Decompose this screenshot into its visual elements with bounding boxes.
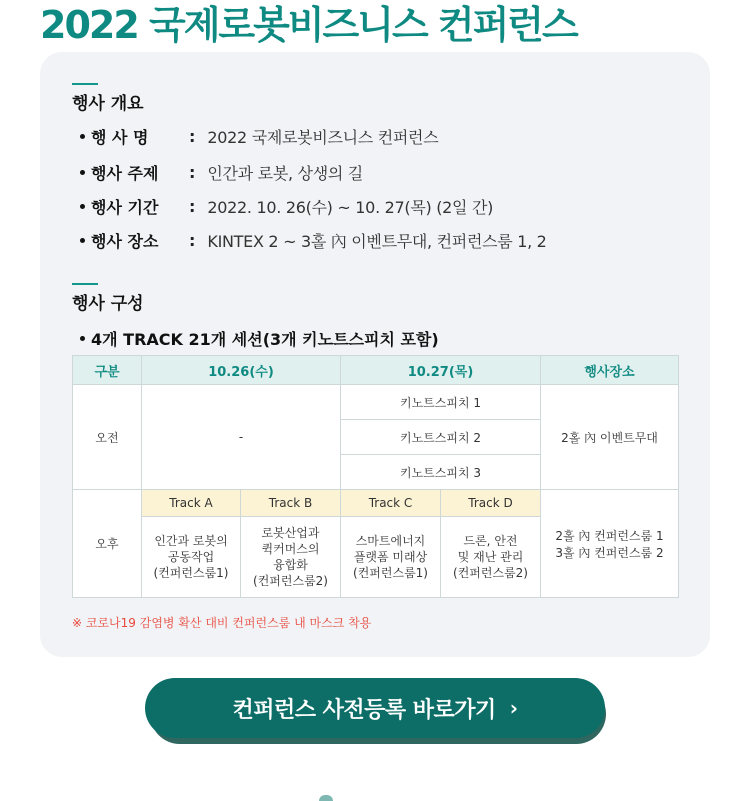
track-header: Track D — [441, 490, 541, 517]
morning-venue-cell: 2홀 內 이벤트무대 — [541, 385, 679, 490]
mask-notice: ※ 코로나19 감염병 확산 대비 컨퍼런스룸 내 마스크 착용 — [72, 616, 372, 630]
pre-registration-label: 컨퍼런스 사전등록 바로가기 — [232, 697, 496, 723]
bullet-icon — [80, 336, 85, 341]
table-row — [73, 385, 679, 420]
track-line: 인간과 로봇의 — [154, 533, 228, 548]
afternoon-label: 오후 — [73, 490, 142, 598]
track-line: 융합화 — [273, 558, 308, 572]
composition-summary — [80, 327, 439, 350]
info-colon: : — [189, 231, 196, 250]
schedule-table — [72, 355, 679, 598]
scroll-indicator — [319, 795, 333, 801]
info-row-venue — [80, 229, 547, 252]
chevron-right-icon: › — [509, 696, 518, 720]
track-line: 드론, 안전 — [463, 533, 518, 548]
afternoon-venue-cell — [541, 490, 679, 598]
venue-line: 2홀 內 컨퍼런스룸 1 — [555, 528, 664, 543]
info-value: KINTEX 2 ~ 3홀 內 이벤트무대, 컨퍼런스룸 1, 2 — [207, 232, 547, 251]
keynote-cell: 키노트스피치 1 — [341, 385, 541, 420]
info-label: 행사 장소 — [91, 232, 159, 251]
venue-line: 3홀 內 컨퍼런스룸 2 — [555, 545, 664, 560]
info-colon: : — [189, 163, 196, 182]
bullet-icon — [80, 204, 85, 209]
header-day2: 10.27(목) — [341, 356, 541, 385]
keynote-cell: 키노트스피치 3 — [341, 455, 541, 490]
track-header: Track C — [341, 490, 441, 517]
composition-summary-text: 4개 TRACK 21개 세션(3개 키노트스피치 포함) — [91, 330, 439, 349]
bullet-icon — [80, 134, 85, 139]
track-header-row — [73, 490, 679, 517]
info-value: 2022. 10. 26(수) ~ 10. 27(목) (2일 간) — [207, 198, 494, 217]
track-a-cell — [142, 517, 241, 598]
track-line: 및 재난 관리 — [457, 549, 524, 564]
section-accent-bar — [72, 83, 98, 85]
page-title: 2022 국제로봇비즈니스 컨퍼런스 — [40, 3, 577, 47]
info-label: 행 사 명 — [91, 128, 149, 147]
bullet-icon — [80, 170, 85, 175]
info-label: 행사 주제 — [91, 164, 159, 183]
track-d-cell — [441, 517, 541, 598]
track-header: Track A — [142, 490, 241, 517]
track-line: 플랫폼 미래상 — [353, 549, 428, 564]
info-row-theme — [80, 161, 363, 184]
info-value: 인간과 로봇, 상생의 길 — [207, 164, 363, 183]
info-value: 2022 국제로봇비즈니스 컨퍼런스 — [207, 128, 439, 147]
pre-registration-button[interactable] — [145, 678, 605, 738]
info-label: 행사 기간 — [91, 198, 159, 217]
morning-day1-cell: - — [142, 385, 341, 490]
track-line: 공동작업 — [167, 549, 215, 564]
composition-heading: 행사 구성 — [72, 294, 144, 314]
info-row-period — [80, 195, 493, 218]
track-line: (컨퍼런스룸1) — [153, 566, 229, 581]
info-colon: : — [189, 127, 196, 146]
track-c-cell — [341, 517, 441, 598]
track-line: (컨퍼런스룸2) — [253, 574, 328, 589]
bullet-icon — [80, 238, 85, 243]
track-header: Track B — [241, 490, 341, 517]
section-accent-bar — [72, 283, 98, 285]
track-line: 스마트에너지 — [355, 533, 426, 548]
keynote-cell: 키노트스피치 2 — [341, 420, 541, 455]
header-day1: 10.26(수) — [142, 356, 341, 385]
table-header-row — [73, 356, 679, 385]
morning-label: 오전 — [73, 385, 142, 490]
header-venue: 행사장소 — [541, 356, 679, 385]
track-line: 퀵커머스의 — [261, 541, 320, 556]
overview-heading: 행사 개요 — [72, 94, 144, 114]
header-category: 구분 — [73, 356, 142, 385]
track-b-cell — [241, 517, 341, 598]
track-line: 로봇산업과 — [261, 525, 320, 540]
info-row-name — [80, 125, 438, 148]
track-line: (컨퍼런스룸1) — [353, 566, 428, 581]
track-line: (컨퍼런스룸2) — [453, 566, 528, 581]
info-colon: : — [189, 197, 196, 216]
